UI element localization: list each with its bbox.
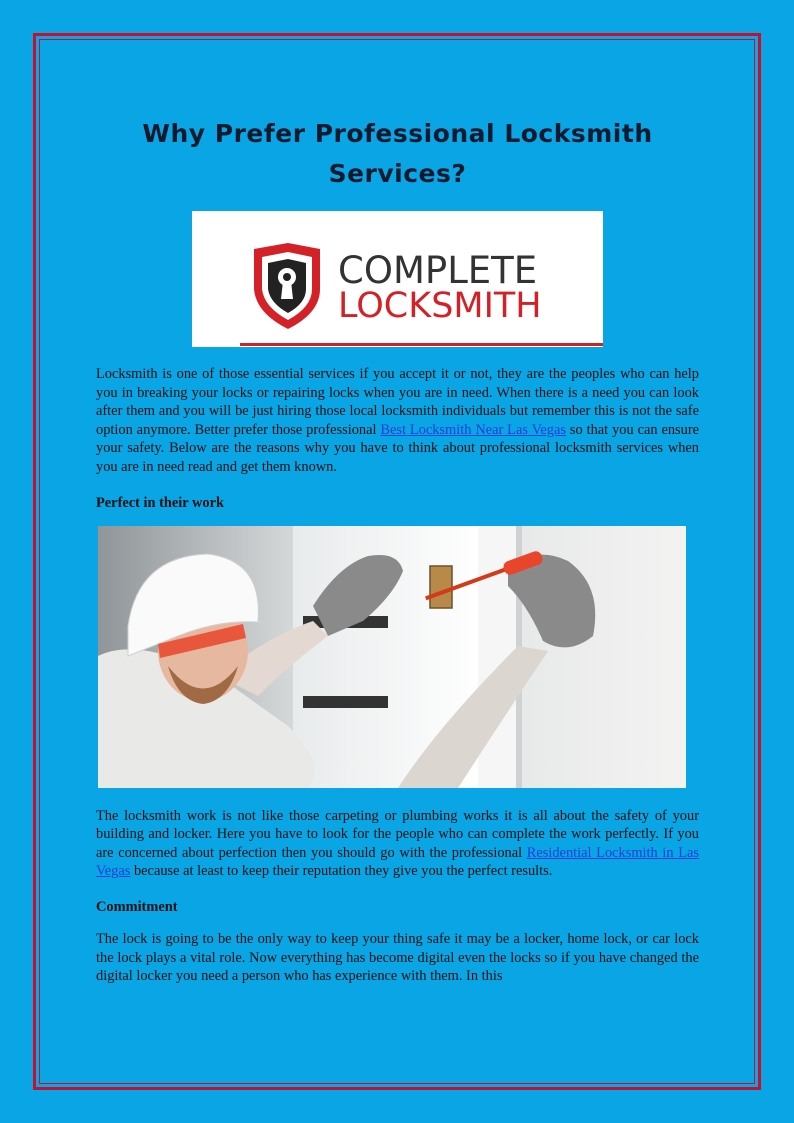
perfect-paragraph [96,807,699,881]
document-body [96,114,699,986]
page-title: Why Prefer Professional Locksmith Services? [142,119,653,188]
logo-line1: COMPLETE [338,249,538,292]
intro-text-end: so that you can ensure your safety. Below are the reasons why you have to think about professional locksmith services when you are in need read and get them known. [96,421,699,475]
commitment-paragraph: The lock is going to be the only way to keep your thing safe it may be a locker, home lock, or car lock the lock plays a vital role. Now everything has become digital even the locks so if you have changed the digital locker you need a person who has experience with them. In this [96,930,699,985]
company-logo [192,211,603,347]
logo-line2: LOCKSMITH [338,286,542,326]
perfect-text-end: because at least to keep their reputation they give you the perfect results. [130,863,553,880]
shield-logo-icon [254,243,320,329]
intro-text-start: Locksmith is one of those essential services if you accept it or not, they are the peoples who can help you in breaking your locks or repairing locks when you are in need. When there is a need you can look after them and you will be just hiring those local locksmith individuals but remember this is not the safe option anymore. Better prefer those professional [96,366,699,438]
intro-paragraph [96,365,699,477]
best-locksmith-link[interactable]: Best Locksmith Near Las Vegas [380,421,566,438]
section-heading-perfect: Perfect in their work [96,494,225,511]
residential-locksmith-link[interactable]: Residential Locksmith in Las Vegas [96,844,700,880]
perfect-text-start: The locksmith work is not like those carpeting or plumbing works it is all about the safety of your building and locker. Here you have to look for the people who can complete the work perfectly. If you are concerned about perfection then you should go with the professional [96,807,699,861]
locksmith-worker-photo [98,526,686,788]
section-heading-commitment: Commitment [96,898,178,915]
